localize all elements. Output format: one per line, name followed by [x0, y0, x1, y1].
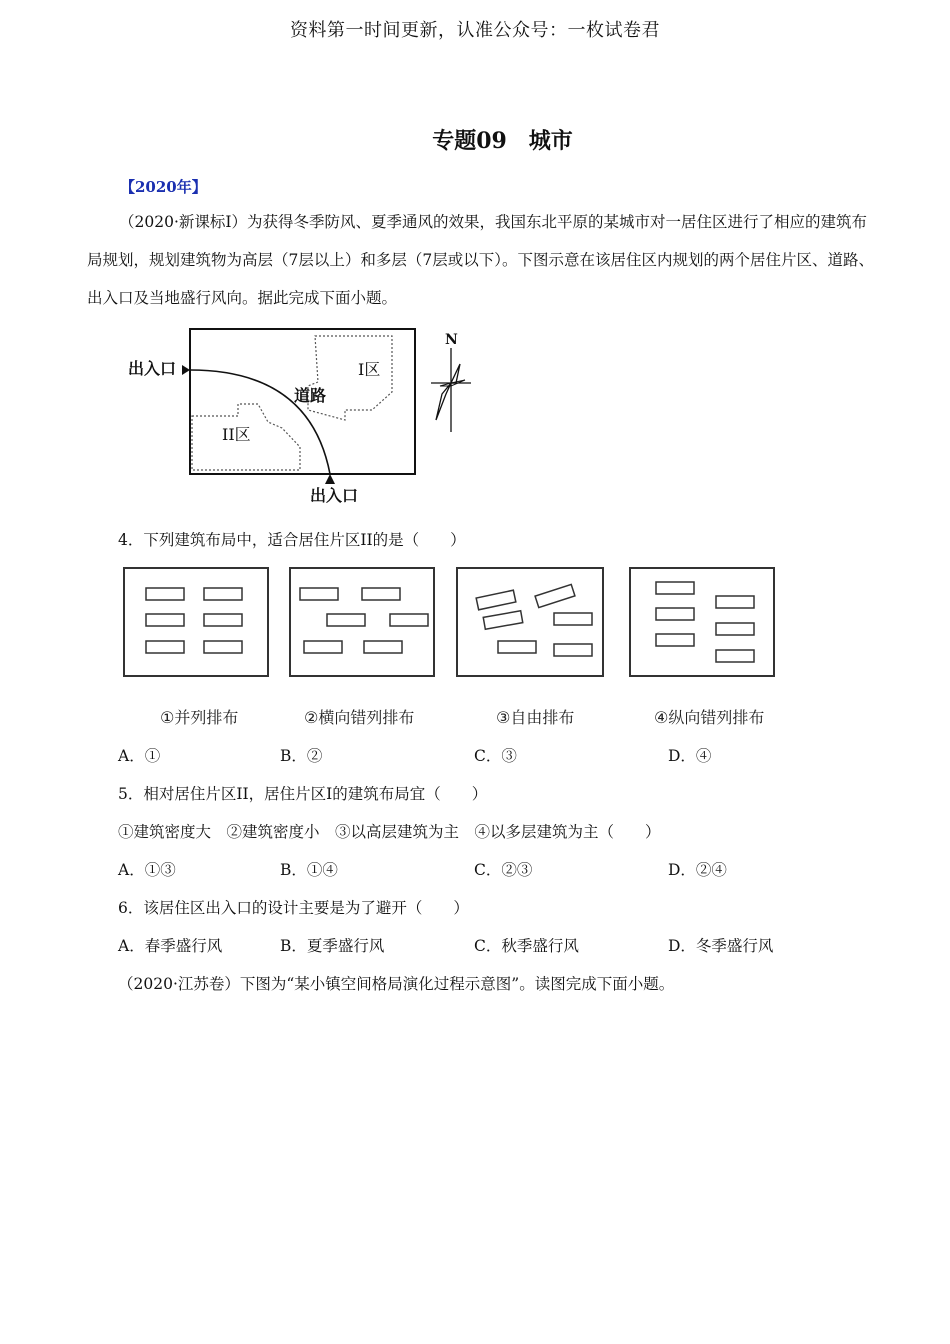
layout-label-2: ②横向错列排布: [304, 708, 415, 727]
q5-option-d[interactable]: D．②④: [668, 861, 727, 879]
q4-option-c[interactable]: C．③: [474, 747, 517, 765]
q4-stem: 4．下列建筑布局中，适合居住片区II的是（ ）: [118, 531, 466, 549]
q6-option-c[interactable]: C．秋季盛行风: [474, 937, 579, 955]
page-title: 专题09 城市: [432, 128, 573, 154]
q6-option-d[interactable]: D．冬季盛行风: [668, 937, 774, 955]
q6-option-a[interactable]: A．春季盛行风: [118, 937, 223, 955]
q4-option-d[interactable]: D．④: [668, 747, 712, 765]
q6-option-b[interactable]: B．夏季盛行风: [280, 937, 385, 955]
q4-option-b[interactable]: B．②: [280, 747, 323, 765]
layout-label-4: ④纵向错列排布: [654, 708, 765, 727]
next-question-intro: （2020·江苏卷）下图为“某小镇空间格局演化过程示意图”。读图完成下面小题。: [118, 975, 675, 993]
road-label: 道路: [294, 386, 327, 405]
q6-stem: 6．该居住区出入口的设计主要是为了避开（ ）: [118, 899, 469, 917]
layout-horizontal-staggered: [290, 568, 434, 676]
q5-stem: 5．相对居住片区II，居住片区I的建筑布局宜（ ）: [118, 785, 488, 803]
layout-label-3: ③自由排布: [496, 708, 575, 727]
layout-vertical-staggered: [630, 568, 774, 676]
zone2-label: II区: [222, 425, 251, 444]
entrance-bottom-label: 出入口: [310, 486, 359, 505]
intro-paragraph: （2020·新课标I）为获得冬季防风、夏季通风的效果，我国东北平原的某城市对一居住区进行了相应的建筑布局规划，规划建筑物为高层（7层以上）和多层（7层或以下）。下图示意在该居住区内规划的两个居住片区、道路、出入口及当地盛行风向。据此完成下面小题。: [87, 213, 874, 307]
q5-option-a[interactable]: A．①③: [118, 861, 176, 879]
layout-diagrams: [122, 566, 782, 732]
zone1-label: I区: [358, 360, 381, 379]
wind-rose: [436, 364, 460, 420]
entrance-left-label: 出入口: [128, 359, 177, 378]
entrance-left-marker: [182, 365, 190, 375]
layout-free: [457, 568, 603, 676]
residential-area-map: [120, 324, 480, 514]
entrance-bottom-marker: [325, 474, 335, 484]
page-header: 资料第一时间更新，认准公众号：一枚试卷君: [290, 20, 660, 41]
q5-option-c[interactable]: C．②③: [474, 861, 533, 879]
north-label: N: [445, 332, 458, 348]
layout-label-1: ①并列排布: [160, 708, 239, 727]
q5-statements: ①建筑密度大 ②建筑密度小 ③以高层建筑为主 ④以多层建筑为主（ ）: [118, 823, 661, 841]
q5-option-b[interactable]: B．①④: [280, 861, 338, 879]
q4-option-a[interactable]: A．①: [118, 747, 161, 765]
year-tag: 【2020年】: [120, 178, 207, 196]
layout-parallel: [124, 568, 268, 676]
